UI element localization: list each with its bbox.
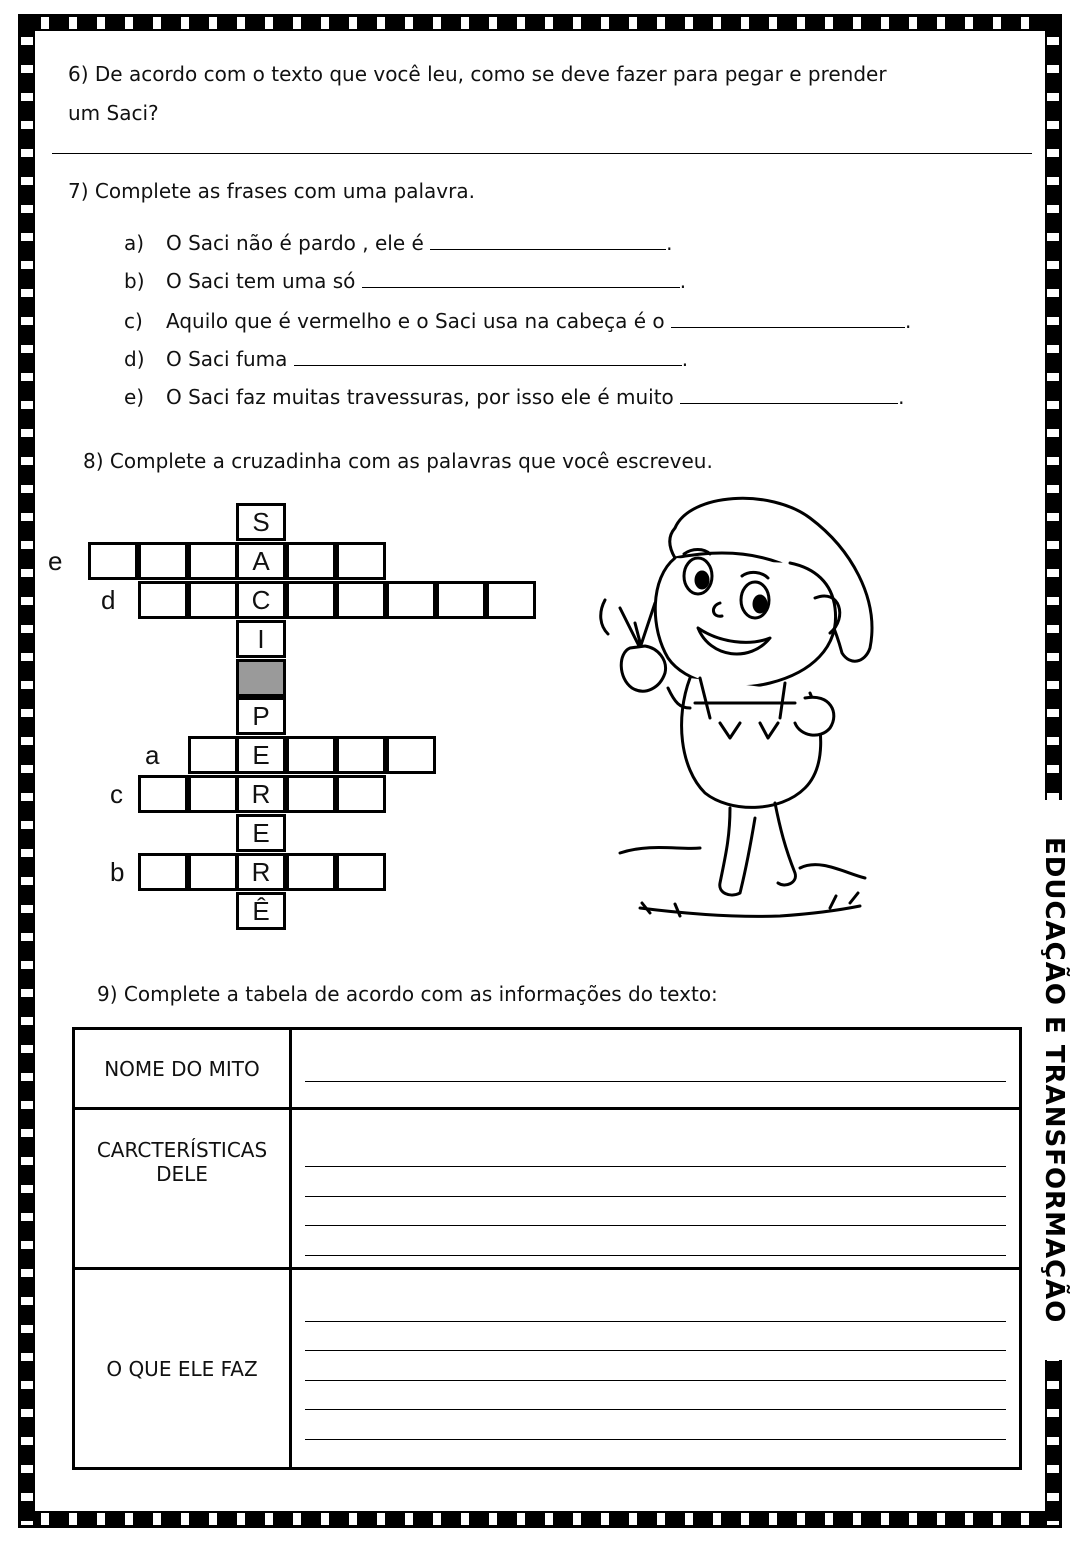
write-line[interactable] [305,1350,1006,1351]
write-line[interactable] [305,1196,1006,1197]
crossword-cell[interactable] [188,775,238,813]
item-end: . [681,347,689,371]
item-text: O Saci faz muitas travessuras, por isso ele é muito [166,385,674,409]
crossword-cell[interactable] [286,853,336,891]
item-label: a) [124,231,145,255]
blank-d[interactable] [294,347,682,366]
question-6-line2: um Saci? [68,101,159,125]
crossword-cell[interactable] [188,542,238,580]
q7-item-a [124,231,673,255]
crossword-cell[interactable] [138,853,188,891]
item-label: e) [124,385,145,409]
crossword-cell[interactable] [88,542,138,580]
q7-item-d [124,347,688,371]
crossword-cell[interactable] [138,775,188,813]
crossword-cell[interactable] [486,581,536,619]
blank-a[interactable] [430,231,666,250]
write-line[interactable] [305,1380,1006,1381]
crossword-cell[interactable] [188,853,238,891]
crossword-label-d: d [101,585,116,615]
crossword-cell[interactable] [286,736,336,774]
answer-cell[interactable] [291,1029,1021,1109]
write-line[interactable] [305,1225,1006,1226]
item-end: . [679,269,687,293]
item-end: . [666,231,673,255]
row-header: CARCTERÍSTICAS DELE [74,1109,291,1269]
item-text: O Saci tem uma só [166,269,356,293]
table-row [74,1109,1021,1269]
border-dash-bottom [21,1513,1059,1525]
question-9-title: 9) Complete a tabela de acordo com as informações do texto: [97,982,718,1006]
crossword-cell[interactable] [286,581,336,619]
crossword-cell[interactable]: C [236,581,286,619]
saci-illustration [580,488,880,928]
table-row [74,1029,1021,1109]
q7-item-b [124,269,686,293]
crossword-cell[interactable]: Ê [236,892,286,930]
crossword-cell[interactable] [286,775,336,813]
crossword-cell[interactable]: A [236,542,286,580]
answer-line-q6[interactable] [52,153,1032,154]
crossword-cell[interactable]: E [236,736,286,774]
crossword-label-e: e [48,546,63,576]
row-header: NOME DO MITO [74,1029,291,1109]
crossword-cell[interactable] [386,736,436,774]
item-text: O Saci não é pardo , ele é [166,231,424,255]
crossword-cell[interactable] [138,581,188,619]
crossword-cell[interactable] [286,542,336,580]
write-line[interactable] [305,1409,1006,1410]
item-end: . [904,309,912,333]
crossword-cell[interactable] [336,542,386,580]
crossword-label-c: c [110,779,123,809]
item-text: Aquilo que é vermelho e o Saci usa na cabeça é o [166,309,665,333]
question-6-line1: 6) De acordo com o texto que você leu, como se deve fazer para pegar e prender [68,62,887,86]
q7-item-e [124,385,905,409]
crossword-cell[interactable] [336,853,386,891]
answer-cell[interactable] [291,1269,1021,1469]
crossword-cell[interactable]: I [236,620,286,658]
write-line[interactable] [305,1166,1006,1167]
crossword-cell[interactable]: E [236,814,286,852]
row-header: O QUE ELE FAZ [74,1269,291,1469]
question-8-title: 8) Complete a cruzadinha com as palavras que você escreveu. [83,449,713,473]
question-7-title: 7) Complete as frases com uma palavra. [68,179,475,203]
item-text: O Saci fuma [166,347,288,371]
item-end: . [898,385,905,409]
crossword-cell[interactable]: P [236,697,286,735]
write-line[interactable] [305,1321,1006,1322]
crossword-label-b: b [110,857,125,887]
item-label: c) [124,309,143,333]
border-dash-left [21,17,33,1525]
write-line[interactable] [305,1081,1006,1082]
crossword-cell-shaded [236,659,286,697]
blank-c[interactable] [671,309,905,328]
crossword-cell[interactable] [138,542,188,580]
table-row [74,1269,1021,1469]
border-dash-top [21,17,1059,29]
crossword-cell[interactable]: R [236,775,286,813]
write-line[interactable] [305,1255,1006,1256]
q7-item-c [124,309,911,333]
item-label: b) [124,269,145,293]
sidebar-watermark [1034,800,1074,1360]
write-line[interactable] [305,1439,1006,1440]
crossword-cell[interactable] [386,581,436,619]
crossword-label-a: a [145,740,160,770]
crossword-cell[interactable] [336,581,386,619]
blank-b[interactable] [362,269,680,288]
crossword-cell[interactable]: R [236,853,286,891]
crossword-cell[interactable] [188,581,238,619]
crossword-cell[interactable] [436,581,486,619]
item-label: d) [124,347,145,371]
answer-cell[interactable] [291,1109,1021,1269]
blank-e[interactable] [680,385,898,404]
sidebar-watermark-text: EDUCAÇÃO E TRANSFORMAÇÃO [1039,836,1069,1324]
crossword-cell[interactable] [336,736,386,774]
info-table [72,1027,1022,1470]
question-6 [68,55,887,133]
crossword-cell[interactable]: S [236,503,286,541]
crossword-cell[interactable] [188,736,238,774]
crossword-cell[interactable] [336,775,386,813]
